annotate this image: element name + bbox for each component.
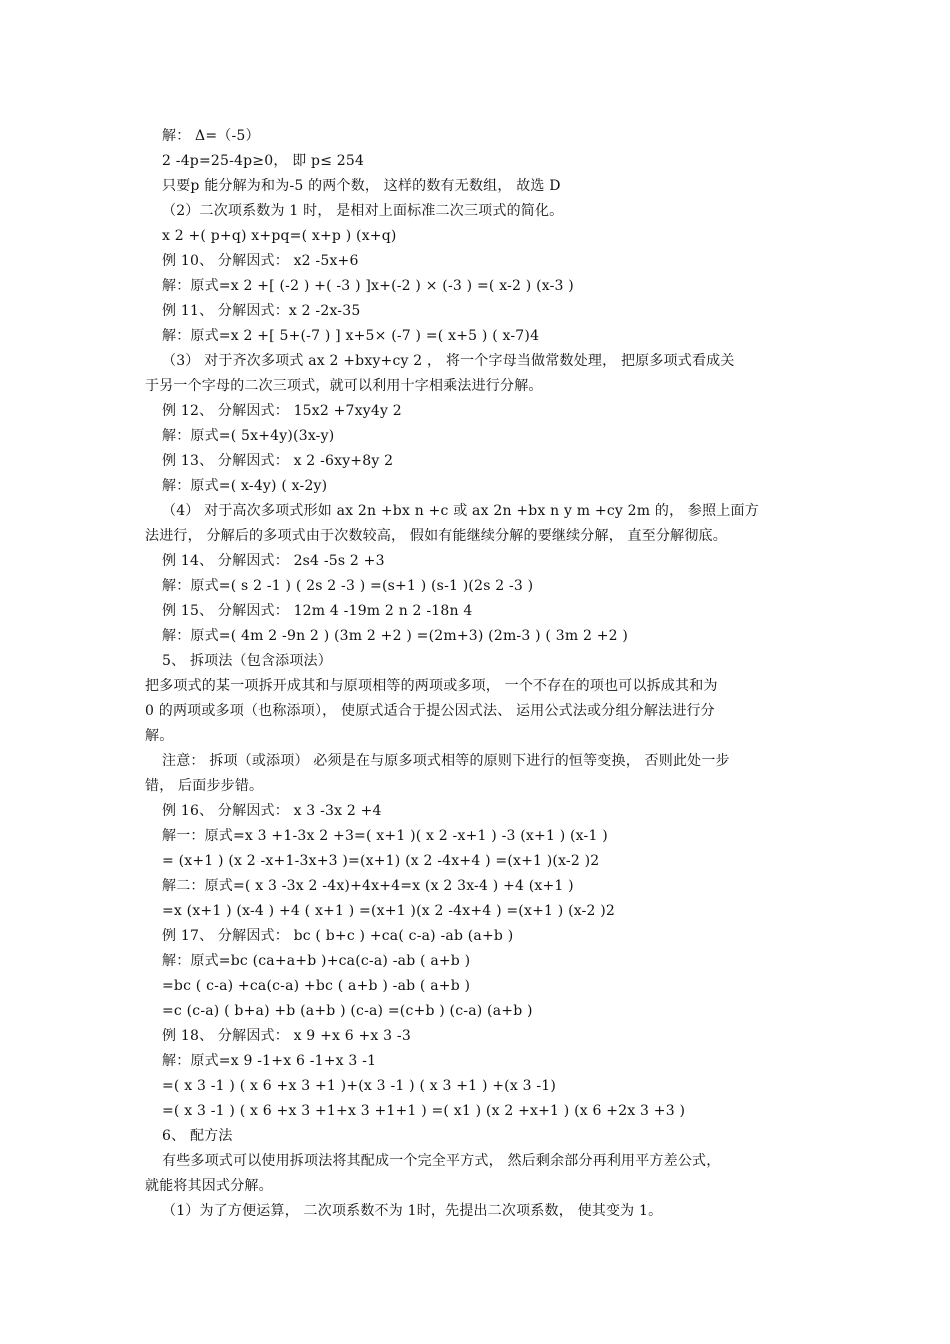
text-line: （1）为了方便运算， 二次项系数不为 1时，先提出二次项系数， 使其变为 1。 <box>162 1203 663 1219</box>
text-line: 解： Δ=（-5） <box>162 128 260 144</box>
text-line: 解：原式=x 2 +[ 5+(-7 ) ] x+5× (-7 ) =( x+5 ) ( x-7)4 <box>162 328 540 344</box>
text-line: 例 14、 分解因式： 2s4 -5s 2 +3 <box>162 553 385 569</box>
text-line: 0 的两项或多项（也称添项）， 使原式适合于提公因式法、 运用公式法或分组分解法进行分 <box>145 703 715 719</box>
text-line: 解：原式=( s 2 -1 ) ( 2s 2 -3 ) =(s+1 ) (s-1 )(2s 2 -3 ) <box>162 578 534 594</box>
text-line: 解：原式=( 5x+4y)(3x-y) <box>162 428 335 444</box>
text-line: 例 16、 分解因式： x 3 -3x 2 +4 <box>162 803 382 819</box>
text-line: 有些多项式可以使用拆项法将其配成一个完全平方式， 然后剩余部分再利用平方差公式， <box>162 1153 721 1169</box>
text-line: =( x 3 -1 ) ( x 6 +x 3 +1+x 3 +1+1 ) =( x1 ) (x 2 +x+1 ) (x 6 +2x 3 +3 ) <box>162 1103 686 1119</box>
text-line: 例 10、 分解因式： x2 -5x+6 <box>162 253 359 269</box>
text-line: =bc ( c-a) +ca(c-a) +bc ( a+b ) -ab ( a+b ) <box>162 978 471 994</box>
text-line: 就能将其因式分解。 <box>145 1178 273 1194</box>
text-line: 例 13、 分解因式： x 2 -6xy+8y 2 <box>162 453 394 469</box>
text-line: 错， 后面步步错。 <box>145 778 264 794</box>
section-heading: 6、 配方法 <box>162 1128 233 1144</box>
text-line: 例 11、 分解因式：x 2 -2x-35 <box>162 303 361 319</box>
text-line: 例 18、 分解因式： x 9 +x 6 +x 3 -3 <box>162 1028 411 1044</box>
text-line: 解二：原式=( x 3 -3x 2 -4x)+4x+4=x (x 2 3x-4 ) +4 (x+1 ) <box>162 878 574 894</box>
text-line: 把多项式的某一项拆开成其和与原项相等的两项或多项， 一个不存在的项也可以拆成其和为 <box>145 678 718 694</box>
text-line: 只要p 能分解为和为-5 的两个数， 这样的数有无数组， 故选 D <box>162 178 561 194</box>
text-line: （3） 对于齐次多项式 ax 2 +bxy+cy 2 ， 将一个字母当做常数处理， 把原多项式看成关 <box>162 353 735 369</box>
section-heading: 5、 拆项法（包含添项法） <box>162 653 332 669</box>
text-line: = (x+1 ) (x 2 -x+1-3x+3 )=(x+1) (x 2 -4x+4 ) =(x+1 )(x-2 )2 <box>162 853 600 869</box>
text-line: =( x 3 -1 ) ( x 6 +x 3 +1 )+(x 3 -1 ) ( x 3 +1 ) +(x 3 -1) <box>162 1078 557 1094</box>
text-line: 解：原式=bc (ca+a+b )+ca(c-a) -ab ( a+b ) <box>162 953 471 969</box>
text-line: 注意： 拆项（或添项） 必须是在与原多项式相等的原则下进行的恒等变换， 否则此处一步 <box>162 753 730 769</box>
text-line: 例 15、 分解因式： 12m 4 -19m 2 n 2 -18n 4 <box>162 603 473 619</box>
text-line: 例 12、 分解因式： 15x2 +7xy4y 2 <box>162 403 402 419</box>
text-line: x 2 +( p+q) x+pq=( x+p ) (x+q) <box>162 228 397 244</box>
text-line: （2）二次项系数为 1 时， 是相对上面标准二次三项式的简化。 <box>162 203 564 219</box>
text-line: =c (c-a) ( b+a) +b (a+b ) (c-a) =(c+b ) (c-a) (a+b ) <box>162 1003 533 1019</box>
text-line: 例 17、 分解因式： bc ( b+c ) +ca( c-a) -ab (a+b ) <box>162 928 514 944</box>
text-line: 解：原式=( 4m 2 -9n 2 ) (3m 2 +2 ) =(2m+3) (2m-3 ) ( 3m 2 +2 ) <box>162 628 629 644</box>
text-line: 解：原式=x 2 +[ (-2 ) +( -3 ) ]x+(-2 ) × (-3 ) =( x-2 ) (x-3 ) <box>162 278 574 294</box>
text-line: 于另一个字母的二次三项式，就可以利用十字相乘法进行分解。 <box>145 378 543 394</box>
text-line: 解：原式=x 9 -1+x 6 -1+x 3 -1 <box>162 1053 377 1069</box>
text-line: （4） 对于高次多项式形如 ax 2n +bx n +c 或 ax 2n +bx n y m +cy 2m 的， 参照上面方 <box>162 503 759 519</box>
text-line: 2 -4p=25-4p≥0， 即 p≤ 254 <box>162 153 365 169</box>
text-line: 解。 <box>145 728 174 744</box>
text-line: 法进行， 分解后的多项式由于次数较高， 假如有能继续分解的要继续分解， 直至分解彻底。 <box>145 528 727 544</box>
text-line: 解：原式=( x-4y) ( x-2y) <box>162 478 328 494</box>
text-line: 解一：原式=x 3 +1-3x 2 +3=( x+1 )( x 2 -x+1 ) -3 (x+1 ) (x-1 ) <box>162 828 608 844</box>
text-line: =x (x+1 ) (x-4 ) +4 ( x+1 ) =(x+1 )(x 2 -4x+4 ) =(x+1 ) (x-2 )2 <box>162 903 616 919</box>
